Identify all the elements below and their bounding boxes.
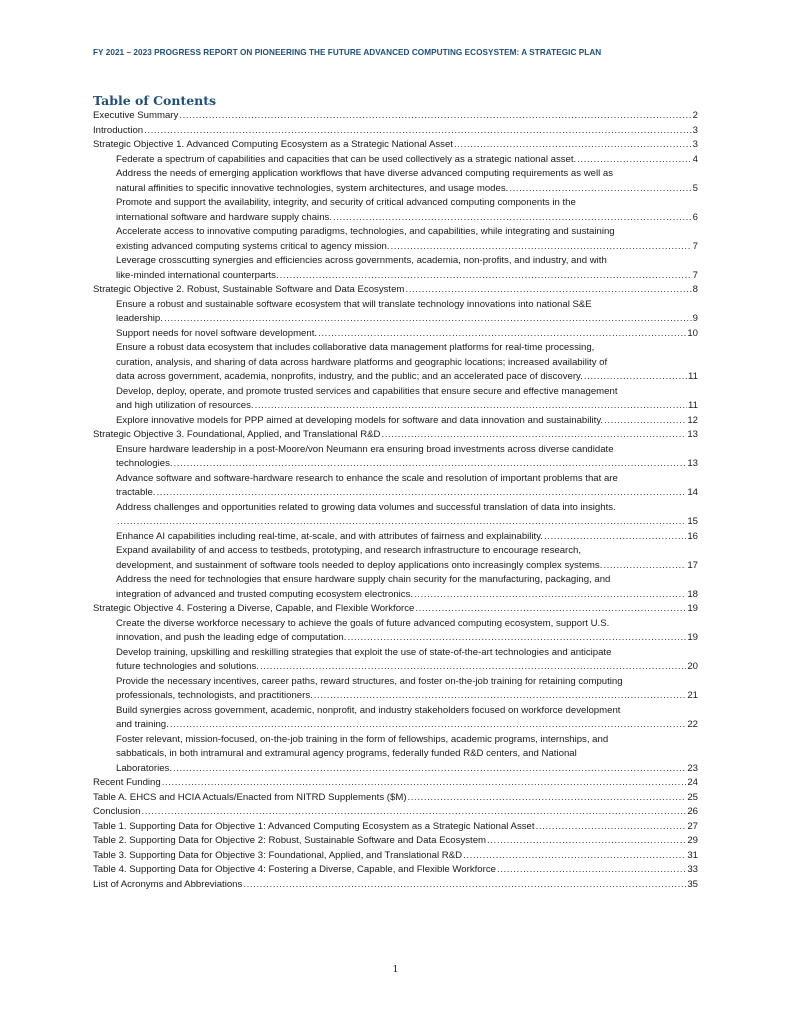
toc-entry-text: Address the need for technologies that ensure hardware supply chain security for the manufacturing, packaging, and (116, 574, 611, 585)
toc-entry-text: Recent Funding (93, 777, 161, 788)
toc-entry-text: technologies. (116, 458, 173, 469)
dot-leader (156, 486, 686, 501)
toc-entry-text: professionals, technologists, and practitioners. (116, 690, 313, 701)
toc-page-number: 11 (688, 371, 698, 382)
toc-page-number: 3 (692, 124, 698, 136)
toc-page-number: 21 (687, 690, 698, 701)
toc-entry-text: international software and hardware supply chains. (116, 211, 332, 223)
dot-leader (577, 153, 691, 168)
dot-leader (347, 631, 686, 646)
toc-page-number: 4 (692, 153, 698, 165)
dot-leader (405, 283, 691, 298)
toc-entry-text: Leverage crosscutting synergies and efficiencies across governments, academia, non-profits, and industry, and with (116, 255, 607, 266)
dot-leader (603, 559, 686, 574)
dot-leader (584, 370, 687, 385)
dot-leader (179, 109, 691, 124)
toc-entry[interactable] (93, 138, 698, 153)
toc-entry-text: Strategic Objective 1. Advanced Computing Ecosystem as a Strategic National Asset (93, 139, 453, 150)
toc-entry-text: Introduction (93, 124, 144, 136)
toc-subentry[interactable] (93, 646, 698, 675)
toc-entry-text: innovation, and push the leading edge of computation. (116, 632, 347, 643)
toc-entry-text: Executive Summary (93, 110, 179, 121)
running-header: FY 2021 – 2023 PROGRESS REPORT ON PIONEERING THE FUTURE ADVANCED COMPUTING ECOSYSTEM: A STRATEGIC PLAN (93, 48, 602, 57)
toc-page-number: 7 (692, 240, 698, 252)
dot-leader (162, 776, 687, 791)
toc-entry-text: existing advanced computing systems critical to agency mission. (116, 240, 390, 252)
dot-leader (391, 240, 692, 255)
toc-subentry[interactable] (93, 298, 698, 327)
toc-subentry[interactable] (93, 385, 698, 414)
toc-page-number: 13 (687, 429, 698, 440)
toc-entry[interactable] (93, 109, 698, 124)
toc-page-number: 27 (687, 820, 698, 832)
toc-subentry[interactable] (93, 573, 698, 602)
toc-page-number: 3 (692, 139, 698, 150)
toc-page-number: 25 (687, 791, 698, 803)
toc-subentry[interactable] (93, 472, 698, 501)
toc-subentry[interactable] (93, 254, 698, 283)
toc-entry-text: Address challenges and opportunities related to growing data volumes and successful translation of data into insights. (116, 501, 616, 513)
toc-subentry[interactable] (93, 704, 698, 733)
toc-entry[interactable] (93, 776, 698, 791)
dot-leader (173, 762, 686, 777)
toc-entry-text: Promote and support the availability, integrity, and security of critical advanced computing components in the (116, 197, 576, 208)
toc-entry-text: leadership. (116, 313, 163, 324)
toc-entry-text: Table 4. Supporting Data for Objective 4: Fostering a Diverse, Capable, and Flexible Workforce (93, 864, 496, 875)
toc-subentry[interactable] (93, 501, 698, 530)
toc-entry-text: and high utilization of resources. (116, 400, 254, 411)
dot-leader (544, 530, 686, 545)
toc-entry-text: Develop training, upskilling and reskilling strategies that exploit the use of state-of-the-art technologies and anticipate (116, 646, 612, 658)
toc-subentry[interactable] (93, 167, 698, 196)
toc-entry-text: and training. (116, 719, 169, 730)
toc-entry[interactable] (93, 878, 698, 893)
toc-entry-text: data across government, academia, nonprofits, industry, and the public; and an accelerated pace of discovery. (116, 371, 583, 382)
toc-page-number: 20 (687, 661, 698, 672)
toc-subentry[interactable] (93, 530, 698, 545)
toc-page-number: 35 (687, 878, 698, 890)
toc-page-number: 31 (687, 849, 698, 861)
dot-leader (144, 124, 692, 139)
toc-entry-text: Strategic Objective 4. Fostering a Diverse, Capable, and Flexible Workforce (93, 603, 415, 614)
toc-page-number: 9 (692, 313, 698, 324)
toc-entry-text: like-minded international counterparts. (116, 269, 279, 281)
toc-entry-text: curation, analysis, and sharing of data across hardware platforms and geographic locations; increased availability of (116, 356, 608, 368)
toc-entry[interactable] (93, 849, 698, 864)
toc-entry-text: Table 2. Supporting Data for Objective 2: Robust, Sustainable Software and Data Ecosystem (93, 835, 487, 846)
toc-entry-text: Expand availability of and access to testbeds, prototyping, and research infrastructure to encourage research, (116, 545, 582, 556)
dot-leader (280, 269, 692, 284)
dot-leader (408, 791, 687, 806)
toc-entry-text: Ensure a robust data ecosystem that includes collaborative data management platforms for real-time processing, (116, 342, 595, 353)
dot-leader (255, 399, 687, 414)
toc-entry-text: Support needs for novel software development. (116, 327, 318, 339)
toc-entry-text: natural affinities to specific innovative technologies, system architectures, and usage modes. (116, 182, 509, 194)
toc-subentry[interactable] (93, 196, 698, 225)
toc-entry-text: Federate a spectrum of capabilities and capacities that can be used collectively as a strategic national asset. (116, 153, 577, 165)
toc-subentry[interactable] (93, 225, 698, 254)
toc-entry[interactable] (93, 834, 698, 849)
toc-entry-text: Conclusion (93, 806, 141, 817)
dot-leader (314, 689, 687, 704)
toc-entry-text: integration of advanced and trusted computing ecosystem electronics. (116, 588, 414, 600)
toc-page-number: 19 (687, 603, 698, 614)
toc-page-number: 8 (692, 284, 698, 295)
toc-entry-text: Create the diverse workforce necessary to achieve the goals of future advanced computing ecosystem, support U.S. (116, 617, 610, 629)
toc-entry[interactable] (93, 602, 698, 617)
toc-page-number: 2 (692, 110, 698, 121)
toc-entry-text: Develop, deploy, operate, and promote trusted services and capabilities that ensure secure and effective management (116, 385, 618, 397)
toc-entry-text: Foster relevant, mission-focused, on-the-job training in the form of fellowships, academic programs, internships, and (116, 733, 609, 745)
dot-leader (463, 849, 686, 864)
toc-entry[interactable] (93, 428, 698, 443)
toc-entry-text: sabbaticals, in both intramural and extramural agency programs, federally funded R&D centers, and National (116, 748, 577, 759)
dot-leader (497, 863, 686, 878)
dot-leader (487, 834, 686, 849)
dot-leader (536, 820, 687, 835)
toc-page-number: 12 (687, 414, 698, 426)
toc-entry-text: Build synergies across government, academic, nonprofit, and industry stakeholders focused on workforce development (116, 704, 621, 716)
toc-entry-text: Advance software and software-hardware research to enhance the scale and resolution of important problems that are (116, 472, 618, 484)
dot-leader (174, 457, 687, 472)
toc-page-number: 6 (692, 211, 698, 223)
toc-page-number: 18 (687, 588, 698, 600)
toc-entry-text: Ensure hardware leadership in a post-Moore/von Neumann era ensuring broad investments across diverse candidate (116, 443, 614, 455)
dot-leader (415, 602, 686, 617)
dot-leader (170, 718, 687, 733)
toc-entry[interactable] (93, 820, 698, 835)
toc-entry-text: Table 1. Supporting Data for Objective 1: Advanced Computing Ecosystem as a Strategic National Asset (93, 820, 535, 832)
toc-subentry[interactable] (93, 617, 698, 646)
toc-entry-text: Strategic Objective 3. Foundational, Applied, and Translational R&D (93, 429, 381, 440)
toc-entry-text: Explore innovative models for PPP aimed at developing models for software and data innovation and sustainability. (116, 414, 604, 426)
toc-page-number: 26 (687, 806, 698, 817)
toc-entry-text: Table A. EHCS and HCIA Actuals/Enacted from NITRD Supplements ($M) (93, 791, 407, 803)
toc-page-number: 24 (687, 777, 698, 788)
toc-entry[interactable] (93, 124, 698, 139)
toc-entry[interactable] (93, 283, 698, 298)
toc-subentry[interactable] (93, 733, 698, 777)
toc-entry[interactable] (93, 863, 698, 878)
toc-page-number: 13 (687, 458, 698, 469)
dot-leader (333, 211, 692, 226)
toc-entry-text: Address the needs of emerging application workflows that have diverse advanced computing requirements as well as (116, 168, 614, 179)
toc-entry[interactable] (93, 791, 698, 806)
toc-entry[interactable] (93, 805, 698, 820)
toc-page-number: 14 (687, 487, 698, 498)
dot-leader (164, 312, 692, 327)
dot-leader (509, 182, 691, 197)
dot-leader (454, 138, 692, 153)
toc-subentry[interactable] (93, 443, 698, 472)
toc-page-number: 19 (687, 632, 698, 643)
dot-leader (318, 327, 686, 342)
toc-entry-text: Accelerate access to innovative computing paradigms, technologies, and capabilities, while integrating and sustaining (116, 226, 615, 237)
dot-leader (604, 414, 686, 429)
toc-entry-text: Provide the necessary incentives, career paths, reward structures, and foster on-the-job training for retaining computing (116, 675, 623, 687)
table-of-contents (93, 109, 698, 892)
toc-title: Table of Contents (93, 93, 217, 108)
toc-subentry[interactable] (93, 544, 698, 573)
toc-entry-text: List of Acronyms and Abbreviations (93, 878, 243, 890)
dot-leader (243, 878, 686, 893)
toc-entry-text: Laboratories. (116, 762, 172, 774)
toc-page-number: 23 (687, 762, 698, 774)
toc-subentry[interactable] (93, 675, 698, 704)
toc-entry-text: future technologies and solutions. (116, 661, 259, 672)
toc-subentry[interactable] (93, 341, 698, 385)
toc-page-number: 29 (687, 835, 698, 846)
toc-page-number: 22 (687, 719, 698, 730)
toc-page-number: 17 (687, 559, 698, 571)
dot-leader (381, 428, 686, 443)
toc-entry-text: development, and sustainment of software tools needed to deploy applications onto increasingly complex systems. (116, 559, 603, 571)
toc-subentry[interactable] (93, 414, 698, 429)
dot-leader (117, 515, 686, 530)
dot-leader (141, 805, 686, 820)
toc-entry-text: Ensure a robust and sustainable software ecosystem that will translate technology innovations into national S&E (116, 298, 592, 310)
toc-entry-text: Enhance AI capabilities including real-time, at-scale, and with attributes of fairness and explainability. (116, 530, 543, 542)
toc-entry-text: tractable. (116, 487, 156, 498)
toc-page-number: 11 (688, 400, 698, 411)
toc-entry-text: Strategic Objective 2. Robust, Sustainable Software and Data Ecosystem (93, 284, 405, 295)
toc-page-number: 16 (687, 530, 698, 542)
toc-page-number: 7 (692, 269, 698, 281)
toc-page-number: 5 (692, 182, 698, 194)
toc-entry-text: Table 3. Supporting Data for Objective 3: Foundational, Applied, and Translational R&D (93, 849, 463, 861)
toc-subentry[interactable] (93, 153, 698, 168)
toc-page-number: 10 (687, 327, 698, 339)
toc-subentry[interactable] (93, 327, 698, 342)
dot-leader (414, 588, 686, 603)
dot-leader (260, 660, 686, 675)
page-number: 1 (392, 964, 399, 975)
toc-page-number: 15 (687, 516, 698, 527)
toc-page-number: 33 (687, 864, 698, 875)
